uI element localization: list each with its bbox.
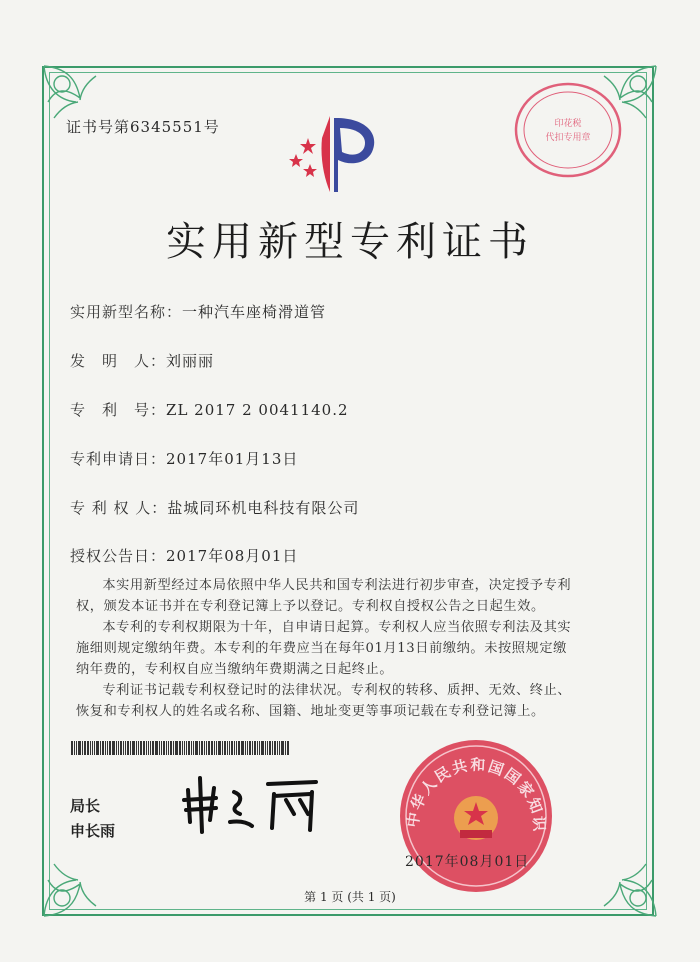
field-label: 实用新型名称： <box>70 303 183 321</box>
patent-office-logo <box>280 108 390 198</box>
field-value: 2017年01月13日 <box>166 450 299 468</box>
body-paragraph: 本专利的专利权期限为十年，自申请日起算。专利权人应当依照专利法及其实施细则规定缴纳年费。本专利的年费应当在每年01月13日前缴纳。未按照规定缴纳年费的，专利权自应当缴纳年费期满之日起终止。 <box>76 620 572 677</box>
certificate-title: 实用新型专利证书 <box>166 219 534 265</box>
field-label: 授权公告日： <box>70 547 167 565</box>
field-value: 刘丽丽 <box>166 352 215 370</box>
seal-date: 2017年08月01日 <box>405 854 530 870</box>
body-paragraph: 专利证书记载专利权登记时的法律状况。专利权的转移、质押、无效、终止、恢复和专利权人的姓名或名称、国籍、地址变更等事项记载在专利登记簿上。 <box>76 683 572 719</box>
field-value: 2017年08月01日 <box>166 547 299 565</box>
official-name: 申长雨 <box>70 822 116 840</box>
field-patentee <box>70 497 359 518</box>
field-inventor <box>70 350 214 371</box>
field-value: 一种汽车座椅滑道管 <box>182 303 327 321</box>
svg-text:印花税: 印花税 <box>554 119 582 129</box>
director-signature <box>176 770 326 844</box>
corner-ornament-bottom-left <box>36 834 126 924</box>
field-label: 专 利 号： <box>70 401 167 419</box>
field-patent-number <box>70 399 349 420</box>
field-value: 盐城同环机电科技有限公司 <box>167 499 360 517</box>
certificate-number: 证书号第6345551号 <box>66 118 220 136</box>
field-grant-date <box>70 545 298 566</box>
field-label: 专利申请日： <box>70 450 167 468</box>
tax-stamp <box>512 80 624 180</box>
svg-text:中华人民共和国国家知识产权局: 中华人民共和国国家知识 <box>403 755 549 834</box>
field-label: 专 利 权 人： <box>70 499 168 517</box>
field-utility-model-name <box>70 301 326 322</box>
field-label: 发 明 人： <box>70 352 167 370</box>
corner-ornament-bottom-right <box>574 834 664 924</box>
field-value: ZL 2017 2 0041140.2 <box>166 401 349 419</box>
svg-text:代扣专用章: 代扣专用章 <box>545 133 591 143</box>
field-application-date <box>70 448 298 469</box>
certificate-body <box>76 575 576 722</box>
page-footer: 第 1 页 (共 1 页) <box>304 890 396 904</box>
state-ipo-seal <box>396 736 556 896</box>
body-paragraph: 本实用新型经过本局依照中华人民共和国专利法进行初步审查，决定授予专利权，颁发本证书并在专利登记簿上予以登记。专利权自授权公告之日起生效。 <box>76 578 572 614</box>
official-title: 局长 <box>70 797 101 815</box>
barcode <box>71 741 331 755</box>
